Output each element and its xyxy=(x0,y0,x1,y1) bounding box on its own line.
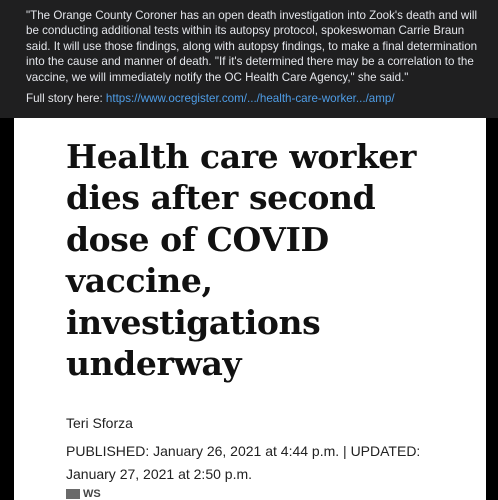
news-logo xyxy=(66,488,101,500)
full-story-link[interactable]: https://www.ocregister.com/.../health-care-worker.../amp/ xyxy=(105,92,395,106)
news-logo-icon xyxy=(66,489,80,499)
article-publish-dates: PUBLISHED: January 26, 2021 at 4:44 p.m. | UPDATED: January 27, 2021 at 2:50 p.m. xyxy=(66,443,421,482)
full-story-line xyxy=(26,91,484,106)
news-logo-text: WS xyxy=(83,488,101,500)
article-author: Teri Sforza xyxy=(66,415,133,431)
facebook-post xyxy=(0,0,498,118)
full-story-label: Full story here: xyxy=(26,92,106,106)
post-quote-text: "The Orange County Coroner has an open death investigation into Zook's death and will be conducting additional tests within its autopsy protocol, spokeswoman Carrie Braun said. It will use those findings, along with autopsy findings, to make a final determination into the cause and manner of death. "If it's determined there may be a correlation to the vaccine, we will immediately notify the OC Health Care Agency," she said." xyxy=(26,9,478,84)
article-headline: Health care worker dies after second dose of COVID vaccine, investigations underway xyxy=(66,137,417,384)
article-preview-card[interactable] xyxy=(14,118,486,500)
